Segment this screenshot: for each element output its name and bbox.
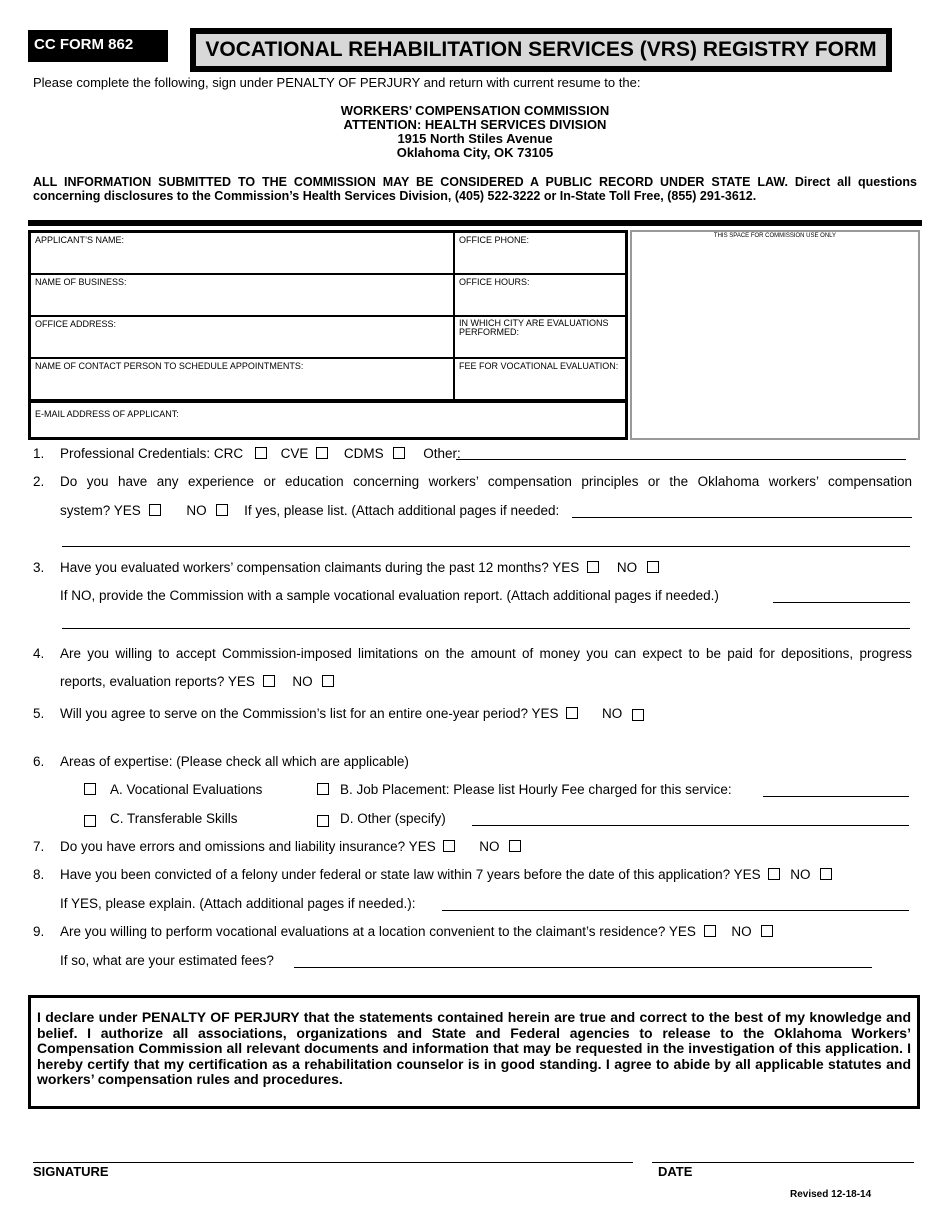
- no-label: NO: [479, 839, 500, 854]
- office-address-field[interactable]: [30, 316, 454, 358]
- hourly-fee-line[interactable]: [763, 796, 909, 797]
- question-number: 3.: [33, 560, 45, 575]
- crc-checkbox[interactable]: [255, 447, 267, 459]
- yes-label: system? YES: [60, 503, 141, 518]
- question-6: Areas of expertise: (Please check all which are applicable): [60, 754, 409, 769]
- perjury-declaration: I declare under PENALTY OF PERJURY that the statements contained herein are true and correct to the best of my knowledge and belief. I authorize all associations, organizations and State and Federal agencies to release to the Oklahoma Workers’ Compensation Commission all relevant documents and information that may be requested in the investigation of this application. I hereby certify that my certification as a rehabilitation counselor is in good standing. I agree to abide by all applicable statutes and workers’ compensation rules and procedures.: [28, 995, 920, 1109]
- expertise-c-checkbox[interactable]: [84, 815, 96, 827]
- question-8-line2: If YES, please explain. (Attach additional pages if needed.):: [60, 896, 416, 911]
- divider: [28, 220, 922, 226]
- cve-label: CVE: [280, 446, 309, 461]
- q5-no-checkbox[interactable]: [632, 709, 644, 721]
- q3-no-checkbox[interactable]: [647, 561, 659, 573]
- date-label: DATE: [658, 1164, 693, 1179]
- question-number: 6.: [33, 754, 45, 769]
- other-label: Other:: [423, 446, 461, 461]
- field-label: IN WHICH CITY ARE EVALUATIONS PERFORMED:: [459, 318, 609, 337]
- q9-yes-checkbox[interactable]: [704, 925, 716, 937]
- question-number: 5.: [33, 706, 45, 721]
- field-label: APPLICANT’S NAME:: [35, 235, 125, 245]
- signature-label: SIGNATURE: [33, 1164, 109, 1179]
- office-phone-field[interactable]: [454, 232, 626, 274]
- cdms-label: CDMS: [343, 446, 384, 461]
- q3-yes-checkbox[interactable]: [587, 561, 599, 573]
- field-label: OFFICE ADDRESS:: [35, 319, 117, 329]
- q2-yes-checkbox[interactable]: [149, 504, 161, 516]
- q2-answer-line[interactable]: [62, 546, 910, 547]
- intro-text: Please complete the following, sign under PENALTY OF PERJURY and return with current resume to the:: [33, 75, 641, 90]
- field-label: OFFICE HOURS:: [459, 277, 530, 287]
- field-label: FEE FOR VOCATIONAL EVALUATION:: [459, 361, 619, 371]
- field-label: NAME OF CONTACT PERSON TO SCHEDULE APPOINTMENTS:: [35, 361, 304, 371]
- q8-no-checkbox[interactable]: [820, 868, 832, 880]
- form-code: CC FORM 862: [28, 30, 168, 62]
- no-label: NO: [731, 924, 752, 939]
- eval-city-field[interactable]: [454, 316, 626, 358]
- fee-field[interactable]: [454, 358, 626, 400]
- q7-no-checkbox[interactable]: [509, 840, 521, 852]
- expertise-b-label: B. Job Placement: Please list Hourly Fee charged for this service:: [340, 782, 732, 797]
- expertise-d-label: D. Other (specify): [340, 811, 446, 826]
- q3-answer-line[interactable]: [62, 628, 910, 629]
- question-9-line2: If so, what are your estimated fees?: [60, 953, 274, 968]
- signature-line[interactable]: [33, 1162, 633, 1163]
- no-label: NO: [186, 503, 207, 518]
- field-label: NAME OF BUSINESS:: [35, 277, 127, 287]
- question-7: [60, 839, 521, 854]
- expertise-d-checkbox[interactable]: [317, 815, 329, 827]
- question-3-line2: If NO, provide the Commission with a sample vocational evaluation report. (Attach additional pages if needed.): [60, 588, 719, 603]
- question-text: Are you willing to perform vocational evaluations at a location convenient to the claimant’s residence? YES: [60, 924, 696, 939]
- commission-use-box: [630, 230, 920, 440]
- address-line: 1915 North Stiles Avenue: [397, 131, 553, 146]
- commission-address: [0, 104, 950, 160]
- question-number: 4.: [33, 646, 45, 661]
- q2-answer-line[interactable]: [572, 517, 912, 518]
- cdms-checkbox[interactable]: [393, 447, 405, 459]
- question-text: Have you evaluated workers’ compensation claimants during the past 12 months? YES: [60, 560, 580, 575]
- office-hours-field[interactable]: [454, 274, 626, 316]
- q8-answer-line[interactable]: [442, 910, 909, 911]
- question-text: Will you agree to serve on the Commission’s list for an entire one-year period? YES: [60, 706, 559, 721]
- no-label: NO: [790, 867, 811, 882]
- business-name-field[interactable]: [30, 274, 454, 316]
- address-line: Oklahoma City, OK 73105: [396, 145, 554, 160]
- q9-no-checkbox[interactable]: [761, 925, 773, 937]
- contact-person-field[interactable]: [30, 358, 454, 400]
- expertise-a-label: A. Vocational Evaluations: [110, 782, 263, 797]
- question-3: [60, 560, 659, 575]
- no-label: NO: [616, 560, 638, 575]
- estimated-fees-line[interactable]: [294, 967, 872, 968]
- q4-yes-checkbox[interactable]: [263, 675, 275, 687]
- expertise-c-label: C. Transferable Skills: [110, 811, 238, 826]
- address-line: WORKERS’ COMPENSATION COMMISSION: [340, 103, 610, 118]
- question-number: 9.: [33, 924, 45, 939]
- q3-answer-line[interactable]: [773, 602, 910, 603]
- q7-yes-checkbox[interactable]: [443, 840, 455, 852]
- field-label: OFFICE PHONE:: [459, 235, 530, 245]
- question-text: Have you been convicted of a felony under federal or state law within 7 years before the date of this application? YES: [60, 867, 761, 882]
- applicant-name-field[interactable]: [30, 232, 454, 274]
- question-text: Professional Credentials: CRC: [60, 446, 244, 461]
- email-field[interactable]: [30, 400, 626, 438]
- other-specify-line[interactable]: [472, 825, 909, 826]
- question-2: Do you have any experience or education concerning workers’ compensation principles or the Oklahoma workers’ compensation: [60, 474, 912, 489]
- question-number: 2.: [33, 474, 45, 489]
- no-label: NO: [292, 674, 313, 689]
- no-label: NO: [602, 706, 623, 721]
- applicant-info-grid: [28, 230, 628, 440]
- question-5: [60, 706, 644, 721]
- revision-date: Revised 12-18-14: [790, 1189, 872, 1200]
- q2-no-checkbox[interactable]: [216, 504, 228, 516]
- form-title: VOCATIONAL REHABILITATION SERVICES (VRS) REGISTRY FORM: [196, 34, 886, 66]
- commission-use-label: THIS SPACE FOR COMMISSION USE ONLY: [713, 233, 837, 239]
- expertise-a-checkbox[interactable]: [84, 783, 96, 795]
- question-number: 8.: [33, 867, 45, 882]
- other-credential-line[interactable]: [456, 459, 906, 460]
- q4-no-checkbox[interactable]: [322, 675, 334, 687]
- date-line[interactable]: [652, 1162, 914, 1163]
- question-number: 7.: [33, 839, 45, 854]
- address-line: ATTENTION: HEALTH SERVICES DIVISION: [343, 117, 607, 132]
- expertise-b-checkbox[interactable]: [317, 783, 329, 795]
- question-9: [60, 924, 773, 939]
- question-4: Are you willing to accept Commission-imposed limitations on the amount of money you can expect to be paid for depositions, progress: [60, 646, 912, 661]
- q8-yes-checkbox[interactable]: [768, 868, 780, 880]
- public-record-notice: ALL INFORMATION SUBMITTED TO THE COMMISSION MAY BE CONSIDERED A PUBLIC RECORD UNDER STATE LAW. Direct all questions concerning disclosures to the Commission’s Health Services Division, (405) 522-3222 or In-State Toll Free, (855) 291-3612.: [33, 175, 917, 203]
- cve-checkbox[interactable]: [316, 447, 328, 459]
- question-1: [60, 446, 461, 461]
- question-text: If yes, please list. (Attach additional pages if needed:: [244, 503, 560, 518]
- field-label: E-MAIL ADDRESS OF APPLICANT:: [35, 409, 179, 419]
- question-text: Do you have errors and omissions and liability insurance? YES: [60, 839, 436, 854]
- question-8: [60, 867, 832, 882]
- question-4-line2: [60, 674, 334, 689]
- question-text: reports, evaluation reports? YES: [60, 674, 255, 689]
- question-2-line2: [60, 503, 559, 518]
- q5-yes-checkbox[interactable]: [566, 707, 578, 719]
- question-number: 1.: [33, 446, 45, 461]
